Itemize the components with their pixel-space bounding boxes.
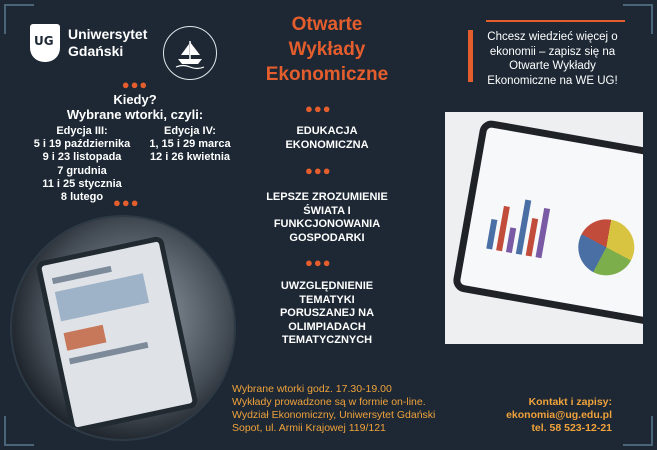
corner-ornament [4, 416, 34, 446]
event-info [232, 383, 462, 435]
title-line: Wykłady [288, 39, 366, 60]
dots-separator: ●●● [305, 101, 332, 116]
corner-ornament [623, 4, 653, 34]
university-name: Uniwersytet Gdański [68, 26, 148, 59]
dots-separator: ●●● [121, 77, 149, 92]
edition-3-list [27, 125, 137, 204]
tablet-photo [10, 215, 236, 441]
edition-heading: Edycja IV: [164, 125, 216, 137]
ug-emblem-icon [30, 24, 60, 62]
dots-separator: ●●● [305, 163, 332, 178]
date-item: 7 grudnia [57, 164, 107, 177]
schedule-subtitle: Wybrane wtorki, czyli: [66, 107, 204, 122]
title-line: Ekonomiczne [265, 64, 389, 85]
benefit-item: LEPSZE ZROZUMIENIE ŚWIATA I FUNKCJONOWANIA GOSPODARKI [266, 191, 388, 244]
date-item: 9 i 23 listopada [42, 151, 122, 164]
contact-info [497, 396, 612, 435]
corner-ornament [623, 416, 653, 446]
tablet-illustration [35, 235, 199, 433]
accent-bar [468, 30, 473, 82]
university-logo [30, 24, 156, 62]
date-item: 8 lutego [60, 191, 104, 204]
benefit-item: UWZGLĘDNIENIE TEMATYKI PORUSZANEJ NA OLIMPIADACH TEMATYCZNYCH [279, 280, 375, 346]
schedule-intro [45, 77, 225, 122]
tablet-illustration [452, 119, 643, 328]
contact-phone[interactable]: tel. 58 523-12-21 [531, 422, 612, 434]
edition-4-list [147, 125, 233, 165]
dots-separator: ●●● [113, 195, 140, 210]
date-item: 1, 15 i 29 marca [149, 138, 231, 151]
edition-heading: Edycja III: [56, 125, 108, 137]
accent-rule [486, 20, 625, 22]
benefit-item: EDUKACJA EKONOMICZNA [285, 125, 369, 151]
tablet-chart-photo [445, 112, 643, 344]
info-line: Wykłady prowadzone są w formie on-line. [232, 396, 426, 408]
contact-heading: Kontakt i zapisy: [528, 396, 612, 408]
dots-separator: ●●● [305, 255, 332, 270]
poster-title [255, 12, 399, 87]
call-to-action [468, 20, 625, 88]
date-item: 12 i 26 kwietnia [149, 151, 231, 164]
date-item: 11 i 25 stycznia [42, 177, 122, 190]
info-line: Sopot, ul. Armii Krajowej 119/121 [232, 422, 386, 434]
date-item: 5 i 19 października [33, 138, 131, 151]
info-line: Wybrane wtorki godz. 17.30-19.00 [232, 383, 392, 395]
ship-icon [170, 33, 210, 73]
faculty-seal-logo [163, 26, 217, 80]
info-line: Wydział Ekonomiczny, Uniwersytet Gdański [232, 409, 436, 421]
contact-email[interactable]: ekonomia@ug.edu.pl [506, 409, 612, 421]
schedule-question: Kiedy? [113, 92, 157, 107]
title-line: Otwarte [291, 14, 363, 35]
cta-text: Chcesz wiedzieć więcej o ekonomii – zapisz się na Otwarte Wykłady Ekonomiczne na WE UG! [487, 31, 618, 87]
